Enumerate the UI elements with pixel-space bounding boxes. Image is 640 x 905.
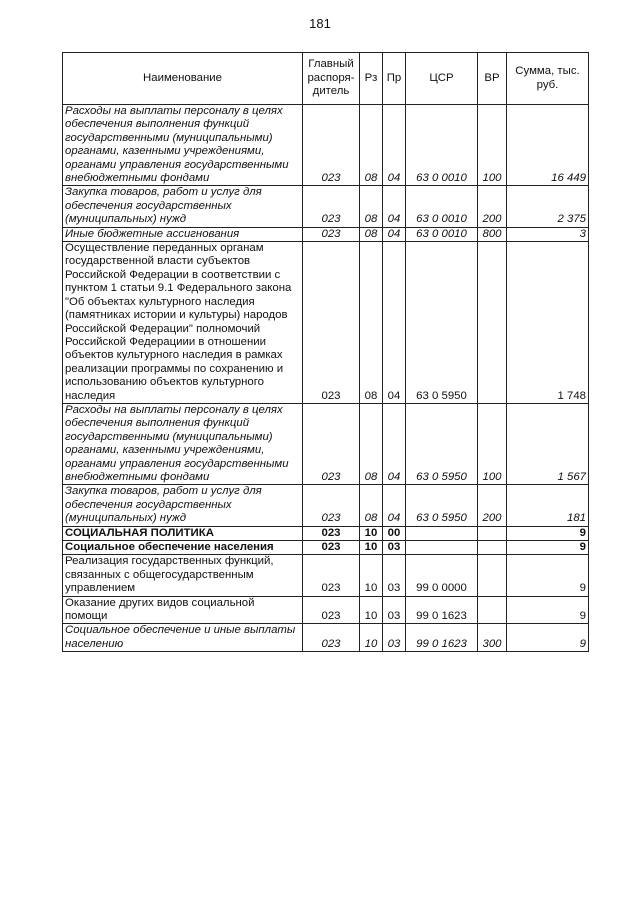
row-vr: 200 xyxy=(478,186,507,227)
row-sum: 9 xyxy=(507,555,589,596)
row-rz: 08 xyxy=(360,403,383,484)
header-csr: ЦСР xyxy=(406,53,478,105)
table-row xyxy=(63,227,589,241)
page-number: 181 xyxy=(309,16,331,31)
row-sum: 9 xyxy=(507,596,589,624)
row-csr: 99 0 0000 xyxy=(406,555,478,596)
row-admin: 023 xyxy=(303,526,360,540)
row-rz: 08 xyxy=(360,485,383,526)
row-sum: 2 375 xyxy=(507,186,589,227)
row-rz: 10 xyxy=(360,526,383,540)
header-admin: Главный распоря-дитель xyxy=(303,53,360,105)
row-vr xyxy=(478,555,507,596)
header-pr: Пр xyxy=(383,53,406,105)
row-pr: 04 xyxy=(383,227,406,241)
row-sum: 1 567 xyxy=(507,403,589,484)
row-vr: 300 xyxy=(478,624,507,652)
row-pr: 03 xyxy=(383,541,406,555)
row-vr xyxy=(478,541,507,555)
row-csr: 63 0 5950 xyxy=(406,242,478,404)
header-name: Наименование xyxy=(63,53,303,105)
table-row xyxy=(63,526,589,540)
row-rz: 10 xyxy=(360,596,383,624)
row-admin: 023 xyxy=(303,624,360,652)
row-vr: 100 xyxy=(478,105,507,186)
row-name: Закупка товаров, работ и услуг для обеспечения государственных (муниципальных) нужд xyxy=(63,186,303,227)
row-rz: 10 xyxy=(360,624,383,652)
row-csr: 63 0 0010 xyxy=(406,105,478,186)
row-name: СОЦИАЛЬНАЯ ПОЛИТИКА xyxy=(63,526,303,540)
row-vr: 800 xyxy=(478,227,507,241)
row-pr: 04 xyxy=(383,105,406,186)
row-name: Расходы на выплаты персоналу в целях обеспечения выполнения функций государственными (муниципальными) органами, казенными учреждениями, органами управления государственными внебюджетными фондами xyxy=(63,403,303,484)
row-pr: 03 xyxy=(383,555,406,596)
table-body xyxy=(63,105,589,652)
row-vr: 200 xyxy=(478,485,507,526)
table-header xyxy=(63,53,589,105)
row-name: Расходы на выплаты персоналу в целях обеспечения выполнения функций государственными (муниципальными) органами, казенными учреждениями, органами управления государственными внебюджетными фондами xyxy=(63,105,303,186)
row-pr: 03 xyxy=(383,624,406,652)
row-admin: 023 xyxy=(303,403,360,484)
row-sum: 9 xyxy=(507,541,589,555)
row-pr: 04 xyxy=(383,485,406,526)
row-sum: 9 xyxy=(507,526,589,540)
row-admin: 023 xyxy=(303,596,360,624)
row-csr: 63 0 5950 xyxy=(406,403,478,484)
row-rz: 10 xyxy=(360,541,383,555)
row-admin: 023 xyxy=(303,485,360,526)
row-admin: 023 xyxy=(303,227,360,241)
header-sum: Сумма, тыс. руб. xyxy=(507,53,589,105)
row-rz: 08 xyxy=(360,105,383,186)
header-vr: ВР xyxy=(478,53,507,105)
row-csr: 63 0 0010 xyxy=(406,186,478,227)
row-name: Оказание других видов социальной помощи xyxy=(63,596,303,624)
row-rz: 10 xyxy=(360,555,383,596)
row-name: Закупка товаров, работ и услуг для обеспечения государственных (муниципальных) нужд xyxy=(63,485,303,526)
row-rz: 08 xyxy=(360,227,383,241)
row-vr: 100 xyxy=(478,403,507,484)
row-sum: 3 xyxy=(507,227,589,241)
row-admin: 023 xyxy=(303,555,360,596)
row-vr xyxy=(478,526,507,540)
row-name: Осуществление переданных органам государственной власти субъектов Российской Федерации в соответствии с пунктом 1 статьи 9.1 Федерального закона "Об объектах культурного наследия (памятниках истории и культуры) народов Российской Федерации" полномочий Российской Федерациии в отношении объектов культурного наследия в рамках реализации программы по сохранению и использованию объектов культурного наследия xyxy=(63,242,303,404)
table-row xyxy=(63,541,589,555)
row-name: Социальное обеспечение и иные выплаты населению xyxy=(63,624,303,652)
row-csr: 63 0 5950 xyxy=(406,485,478,526)
row-rz: 08 xyxy=(360,242,383,404)
table-row xyxy=(63,624,589,652)
row-name: Социальное обеспечение населения xyxy=(63,541,303,555)
row-rz: 08 xyxy=(360,186,383,227)
row-admin: 023 xyxy=(303,242,360,404)
row-csr: 63 0 0010 xyxy=(406,227,478,241)
row-pr: 00 xyxy=(383,526,406,540)
row-admin: 023 xyxy=(303,186,360,227)
table-row xyxy=(63,242,589,404)
row-admin: 023 xyxy=(303,105,360,186)
row-csr: 99 0 1623 xyxy=(406,596,478,624)
table-row xyxy=(63,105,589,186)
table-row xyxy=(63,186,589,227)
row-csr xyxy=(406,526,478,540)
row-pr: 03 xyxy=(383,596,406,624)
table-row xyxy=(63,485,589,526)
row-sum: 1 748 xyxy=(507,242,589,404)
budget-table xyxy=(62,52,589,652)
row-admin: 023 xyxy=(303,541,360,555)
table-row xyxy=(63,596,589,624)
row-vr xyxy=(478,242,507,404)
row-csr xyxy=(406,541,478,555)
row-pr: 04 xyxy=(383,403,406,484)
row-vr xyxy=(478,596,507,624)
header-rz: Рз xyxy=(360,53,383,105)
table-row xyxy=(63,403,589,484)
row-sum: 16 449 xyxy=(507,105,589,186)
row-sum: 9 xyxy=(507,624,589,652)
row-name: Иные бюджетные ассигнования xyxy=(63,227,303,241)
row-name: Реализация государственных функций, связанных с общегосударственным управлением xyxy=(63,555,303,596)
table-row xyxy=(63,555,589,596)
row-pr: 04 xyxy=(383,186,406,227)
row-csr: 99 0 1623 xyxy=(406,624,478,652)
row-pr: 04 xyxy=(383,242,406,404)
row-sum: 181 xyxy=(507,485,589,526)
